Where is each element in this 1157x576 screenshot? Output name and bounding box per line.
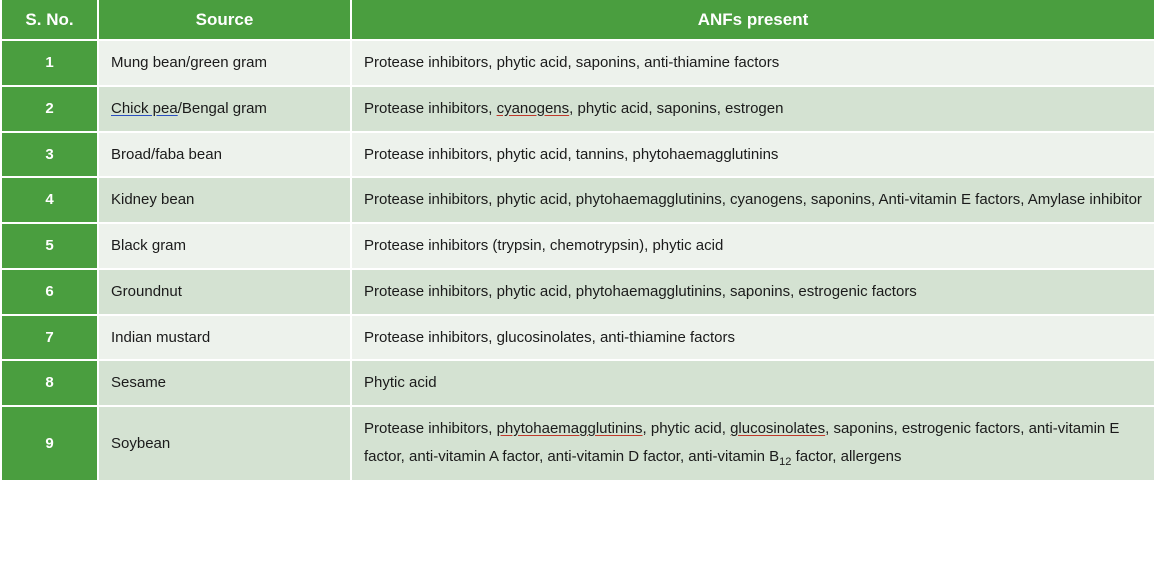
column-header-anfs-present: ANFs present bbox=[351, 0, 1154, 40]
table-row bbox=[2, 315, 1154, 361]
cell-anfs: Protease inhibitors, glucosinolates, anti-thiamine factors bbox=[351, 315, 1154, 361]
table-row bbox=[2, 132, 1154, 178]
cell-serial-number: 5 bbox=[2, 223, 98, 269]
table-row bbox=[2, 40, 1154, 86]
cell-anfs: Phytic acid bbox=[351, 360, 1154, 406]
cell-anfs: Protease inhibitors, phytic acid, tannins, phytohaemagglutinins bbox=[351, 132, 1154, 178]
cell-anfs: Protease inhibitors, phytic acid, saponins, anti-thiamine factors bbox=[351, 40, 1154, 86]
cell-serial-number: 3 bbox=[2, 132, 98, 178]
table-row bbox=[2, 360, 1154, 406]
column-header-source: Source bbox=[98, 0, 351, 40]
cell-source: Black gram bbox=[98, 223, 351, 269]
cell-serial-number: 1 bbox=[2, 40, 98, 86]
table-header bbox=[2, 0, 1154, 40]
cell-anfs: Protease inhibitors, cyanogens, phytic acid, saponins, estrogen bbox=[351, 86, 1154, 132]
cell-serial-number: 9 bbox=[2, 406, 98, 481]
cell-anfs: Protease inhibitors (trypsin, chemotrypsin), phytic acid bbox=[351, 223, 1154, 269]
table-row bbox=[2, 86, 1154, 132]
column-header-serial-number: S. No. bbox=[2, 0, 98, 40]
cell-serial-number: 4 bbox=[2, 177, 98, 223]
table-body bbox=[2, 40, 1154, 481]
cell-serial-number: 2 bbox=[2, 86, 98, 132]
anf-table bbox=[2, 0, 1154, 482]
cell-source: Kidney bean bbox=[98, 177, 351, 223]
cell-source: Mung bean/green gram bbox=[98, 40, 351, 86]
cell-source: Groundnut bbox=[98, 269, 351, 315]
table-row bbox=[2, 269, 1154, 315]
table-row bbox=[2, 177, 1154, 223]
cell-anfs: Protease inhibitors, phytohaemagglutinins, phytic acid, glucosinolates, saponins, estrogenic factors, anti-vitamin E factor, anti-vitamin A factor, anti-vitamin D factor, anti-vitamin $B_{12}$ factor, allergens bbox=[351, 406, 1154, 481]
table-header-row bbox=[2, 0, 1154, 40]
cell-anfs: Protease inhibitors, phytic acid, phytohaemagglutinins, cyanogens, saponins, Anti-vitamin E factors, Amylase inhibitor bbox=[351, 177, 1154, 223]
cell-source: Soybean bbox=[98, 406, 351, 481]
cell-source: Chick pea/Bengal gram bbox=[98, 86, 351, 132]
table-row bbox=[2, 406, 1154, 481]
cell-anfs: Protease inhibitors, phytic acid, phytohaemagglutinins, saponins, estrogenic factors bbox=[351, 269, 1154, 315]
cell-source: Sesame bbox=[98, 360, 351, 406]
cell-serial-number: 6 bbox=[2, 269, 98, 315]
cell-serial-number: 8 bbox=[2, 360, 98, 406]
table-row bbox=[2, 223, 1154, 269]
cell-source: Broad/faba bean bbox=[98, 132, 351, 178]
cell-source: Indian mustard bbox=[98, 315, 351, 361]
cell-serial-number: 7 bbox=[2, 315, 98, 361]
